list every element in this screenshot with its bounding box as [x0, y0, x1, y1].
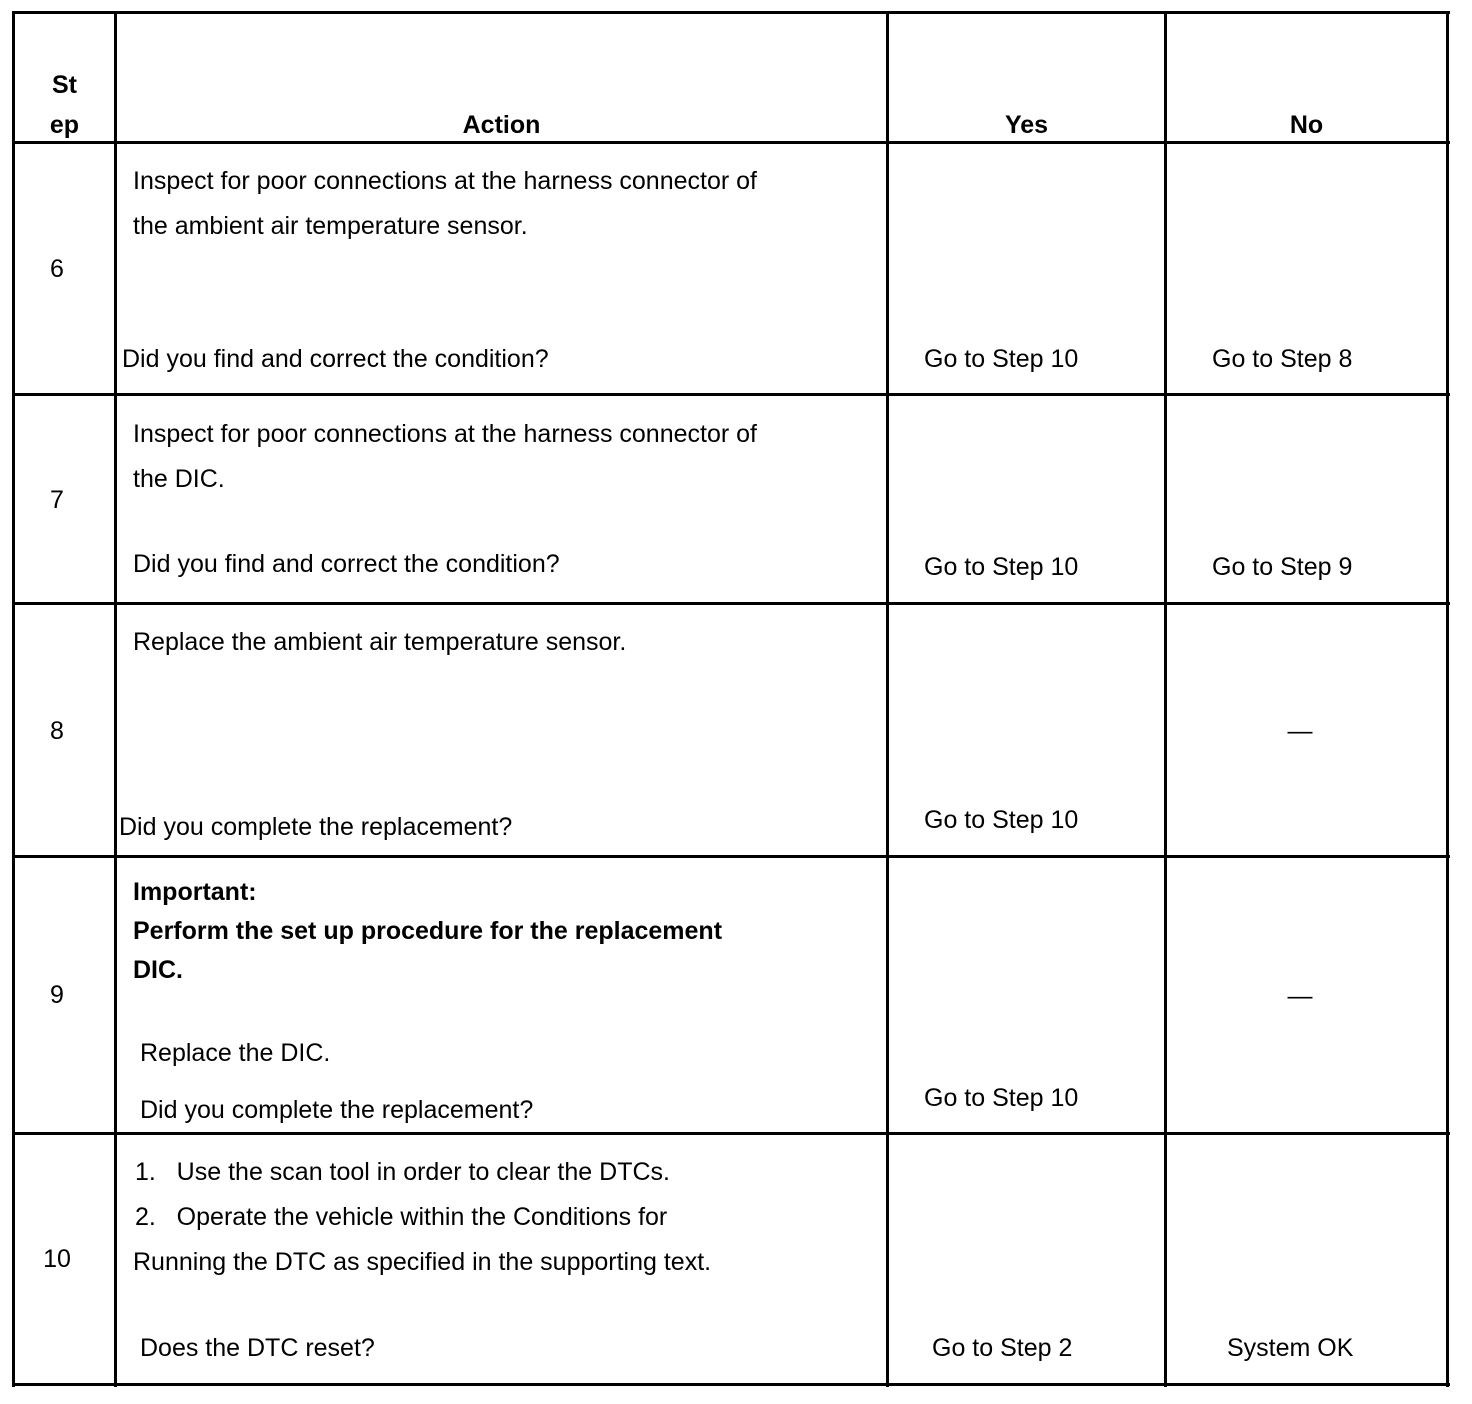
- list-item: 2. Operate the vehicle within the Conditions for: [135, 1203, 668, 1231]
- action-text: Replace the ambient air temperature sensor.: [133, 628, 627, 656]
- important-text: DIC.: [133, 956, 183, 984]
- yes-result: Go to Step 10: [924, 345, 1079, 373]
- yes-result: Go to Step 10: [924, 806, 1079, 834]
- table-border-left: [12, 11, 15, 1387]
- header-no: No: [1289, 111, 1324, 139]
- action-text: Replace the DIC.: [140, 1039, 331, 1067]
- no-result: System OK: [1227, 1334, 1354, 1362]
- action-question: Does the DTC reset?: [140, 1334, 375, 1362]
- column-divider-action: [886, 11, 889, 1387]
- yes-result: Go to Step 10: [924, 553, 1079, 581]
- action-question: Did you complete the replacement?: [140, 1096, 534, 1124]
- action-question: Did you complete the replacement?: [119, 813, 513, 841]
- column-divider-yes: [1164, 11, 1167, 1387]
- action-text: Inspect for poor connections at the harness connector of: [133, 167, 757, 195]
- no-result: —: [1287, 717, 1313, 745]
- no-result: Go to Step 8: [1212, 345, 1353, 373]
- step-number: 8: [50, 717, 64, 745]
- no-result: —: [1287, 982, 1313, 1010]
- header-yes: Yes: [1004, 111, 1049, 139]
- yes-result: Go to Step 10: [924, 1084, 1079, 1112]
- yes-result: Go to Step 2: [932, 1334, 1073, 1362]
- action-question: Did you find and correct the condition?: [122, 345, 549, 373]
- step-number: 7: [50, 486, 64, 514]
- table-border-bottom: [12, 1383, 1450, 1386]
- row-divider-6: [12, 393, 1450, 396]
- action-text: the ambient air temperature sensor.: [133, 212, 528, 240]
- header-step-line2: ep: [49, 111, 80, 139]
- list-item-continuation: Running the DTC as specified in the supporting text.: [133, 1248, 712, 1276]
- important-text: Perform the set up procedure for the replacement: [133, 917, 723, 945]
- important-label: Important:: [133, 878, 257, 906]
- row-divider-7: [12, 602, 1450, 605]
- header-action: Action: [462, 111, 541, 139]
- list-item: 1. Use the scan tool in order to clear the DTCs.: [135, 1158, 670, 1186]
- table-border-right: [1446, 11, 1449, 1387]
- step-number: 10: [43, 1245, 71, 1273]
- header-step-line1: St: [52, 71, 77, 99]
- step-number: 9: [50, 981, 64, 1009]
- table-border-top: [12, 11, 1450, 14]
- action-text: the DIC.: [133, 465, 225, 493]
- row-divider-9: [12, 1132, 1450, 1135]
- action-text: Inspect for poor connections at the harness connector of: [133, 420, 757, 448]
- row-divider-8: [12, 855, 1450, 858]
- step-number: 6: [50, 255, 64, 283]
- column-divider-step: [114, 11, 117, 1387]
- row-divider-header: [12, 141, 1450, 144]
- no-result: Go to Step 9: [1212, 553, 1353, 581]
- action-question: Did you find and correct the condition?: [133, 550, 560, 578]
